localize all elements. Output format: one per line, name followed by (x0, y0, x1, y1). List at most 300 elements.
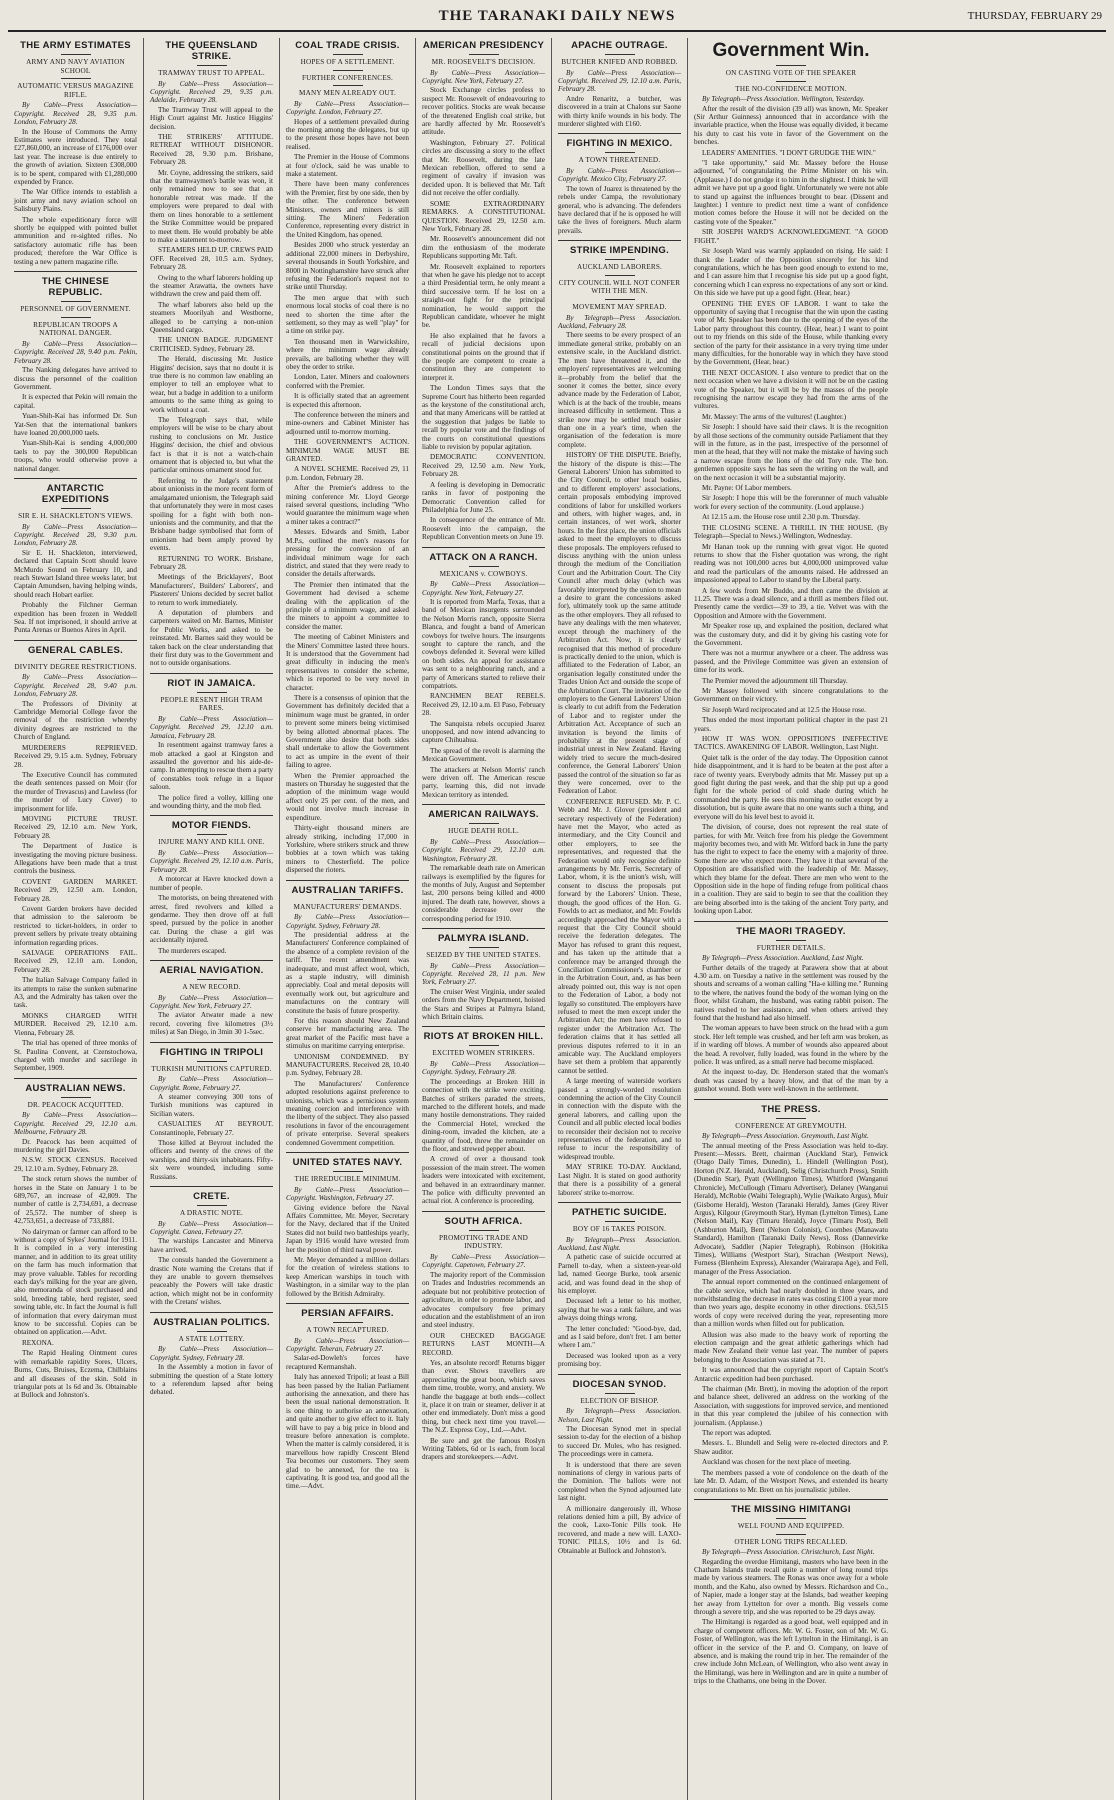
article-dateline: By Telegraph—Press Association. Greymouth, Last Night. (702, 1132, 869, 1141)
article-headline: AMERICAN RAILWAYS. (428, 809, 539, 821)
article-divider (150, 1042, 273, 1043)
article-dateline: By Cable—Press Association—Copyright. Capetown, February 27. (422, 1253, 545, 1270)
article-subheading: SIR E. H. SHACKLETON'S VIEWS. (18, 511, 133, 520)
article (422, 928, 545, 1021)
subhead-rule (605, 259, 635, 260)
article-paragraph: The Himitangi is regarded as a good boat, well equipped and in charge of competent officers. Mr. W. G. Foster, son of Mr. W. G. Foster, of Wellington, was the left Lyttelton in the Himitangi, is an officer in the service of the P. and O. Company, on leave of absence, and is making the round trip in her. The remainder of the crew include John McLean, of Wellington, who also went away in the Himitangi, was here in Wellington and are in quite a number of trips to the Chathams, one being in the Dover. (694, 1618, 888, 1686)
article (558, 133, 681, 235)
article-paragraph: Probably the Filchner German expedition has been frozen in Weddell Sea. If not imprisoned, it should arrive at Punta Arenas or Buenos Aires in April. (14, 601, 137, 635)
article (694, 1099, 888, 1494)
subhead-rule (605, 299, 635, 300)
article-headline: APACHE OUTRAGE. (571, 40, 668, 51)
article-dateline: By Cable—Press Association—Copyright. Received 28, 9.40 p.m. London, February 28. (14, 673, 137, 699)
article-paragraph: RETURNING TO WORK. Brisbane, February 28. (150, 554, 273, 571)
article-headline: THE QUEENSLAND STRIKE. (165, 40, 258, 62)
article-paragraph: Salar-ed-Dowleh's forces have recaptured Kermanshah. (286, 1354, 409, 1371)
article-paragraph: Messrs. Edwards and Smith, Labor M.P.s, outlined the men's reasons for pressing for the conversion of an individual minimum wage for each district, and stated that they were ready to consider the details afterwards. (286, 528, 409, 579)
article-subheading: FURTHER CONFERENCES. (301, 73, 394, 82)
article (150, 1312, 273, 1397)
article-paragraph: After the Premier's address to the mining conference Mr. Lloyd George raised several questions, including "Who would guarantee the minimum wage when a miner takes a contract?" (286, 484, 409, 526)
article-paragraph: SIR JOSEPH WARD'S ACKNOWLEDGMENT. "A GOOD FIGHT." (694, 228, 888, 245)
article-paragraph: The warships Lancaster and Minerva have arrived. (150, 1237, 273, 1254)
article-subheading: MR. ROOSEVELT'S DECISION. (431, 58, 536, 66)
article-paragraph: Mr. Meyer demanded a million dollars for the creation of wireless stations to keep American warships in touch with Washington, in a similar way to the plan followed by the British Admiralty. (286, 1255, 409, 1298)
article-paragraph: The presidential address at the Manufacturers' Conference complained of the absence of a complete revision of the tariff. The recent amendment was inadequate, and must affect wool, which, as a staple industry, will diminish appreciably. Coal and metal deposits will eventually work out, but agriculture and manufactures on the contrary will constitute the basis of future prosperity. (286, 930, 409, 1015)
article (150, 1042, 273, 1181)
article-paragraph: CONFERENCE REFUSED. Mr. P. C. Webb and Mr. J. Glover (president and secretary respectively of the Federation) have met the Mayor, who acted as intermediary, and the City Council and other employers, to see the representatives, and requested that the Federation would only recognise definite arrangements by Mr. Ferris, Secretary of Labor, whom, it is the union's wish, will consent to discuss the proposals put forward by the Laborers' Union. These, though, the good offices of the Hon. G. Fowlds to act as mediator, and Mr. Fowlds accordingly approached the Mayor with a request that the City Council should receive the federation delegates. The Mayor has refused to grant this request, and has taken up the attitude that a conference may be arranged through the Conciliation Commissioner's chamber or in the Arbitration Court, and, as has been already pointed out, this way is not open to the Federation of Labor, a body not legally so constituted. The employers have refused to meet the men except under the Arbitration Act; the men have refused to register under the Arbitration Act. The federation claims that it has settled all previous disputes referred to it in an amicable way. The Auckland employers have set them a problem that apparently cannot be settled. (558, 797, 681, 1075)
article-subheading: TURKISH MUNITIONS CAPTURED. (151, 1064, 272, 1073)
article-headline: CRETE. (193, 1191, 230, 1203)
article-paragraph: Giving evidence before the Naval Affairs Committee, Mr. Meyer, Secretary for the Navy, declared that if the United States did not build two battleships yearly, Japan by 1916 would have wrested from her the position of third naval power. (286, 1203, 409, 1254)
article-paragraph: The Manufacturers' Conference adopted resolutions against preference to unionists, which was a pernicious system meaning coercion and interference with the liberty of the subject. They also passed resolutions in favor of the encouragement of private enterprise. Several speakers condemned Government competition. (286, 1079, 409, 1147)
article-paragraph: The Nanking delegates have arrived to discuss the personnel of the coalition Government. (14, 366, 137, 391)
article-paragraph: A deputation of plumbers and carpenters waited on Mr. Barnes, Minister for Public Works, and asked to be reinstated. Mr. Barnes said they would be taken back on the clear understanding that their first duty was to the Government and not to outside organisations. (150, 608, 273, 668)
article-paragraph: REXONA. (22, 1338, 54, 1347)
article-paragraph: MURDERERS REPRIEVED. Received 29, 9.15 a.m. Sydney, February 28. (14, 743, 137, 769)
subhead-rule (61, 317, 91, 318)
article-paragraph: A large meeting of waterside workers passed a strongly-worded resolution condemning the action of the City Council in connection with the dispute with the general laborers, and calling upon the Council and all public elected local bodies to reconsider their decision not to receive representatives of the federation, and to refuse to incur the responsibility of widespread trouble. (558, 1077, 681, 1161)
article-subheading: AUCKLAND LABORERS. (576, 263, 663, 272)
article-subheading: SEIZED BY THE UNITED STATES. (426, 950, 541, 959)
subhead-rule (776, 1518, 806, 1519)
article-paragraph: In the Assembly a motion in favor of submitting the question of a State lottery to a referendum lapsed after being debated. (150, 1363, 273, 1397)
article-paragraph: When the Premier approached the masters on Thursday he suggested that the adoption of the minimum wage would affect only 25 per cent. of the men, and would not involve much increase in expenditure. (286, 771, 409, 822)
article-paragraph: The murderers escaped. (158, 946, 227, 955)
article-paragraph: The Professors of Divinity at Cambridge Memorial College favor the removal of the restriction whereby divinity degrees are restricted to the Church of England. (14, 699, 137, 742)
article-paragraph: OUR CHECKED BAGGAGE RETURNS LAST MONTH—A RECORD. (422, 1331, 545, 1357)
article (286, 1152, 409, 1298)
article-paragraph: The report was adopted. (702, 1429, 772, 1438)
article-paragraph: The annual report commented on the continued enlargement of the cable service, which had nearly doubled in three years, and notwithstanding the decrease in rates was costing £100 a year more than two years ago, despite economy in other directions. £63,515 words of copy were received during the year, representing more than a million words when filled out for publication. (694, 1278, 888, 1329)
article-paragraph: Owing to the wharf laborers holding up the steamer Arawatta, the owners have withdrawn the crew and paid them off. (150, 273, 273, 299)
article-paragraph: Quiet talk is the order of the day today. The Opposition cannot hide disappointment, and it is hard to be beaten at the post after a race of twenty years. Everybody admits that Mr. Massey put up a good fight during the past week, and that the ship put up a good fight for the whole period of cold shade during which he commanded the party. He sees this morning no outlet except by a dissolution, but is quite aware that no one wants such a thing, and everyone will do his level best to avoid it. (694, 753, 888, 821)
article-paragraph: The consuls handed the Government a drastic Note warning the Cretans that if they are unable to govern themselves peaceably the Powers will take drastic action, which might not be in conformity with the Cretans' wishes. (150, 1256, 273, 1307)
masthead (8, 6, 1106, 32)
article-subheading: A NEW RECORD. (182, 982, 241, 991)
article (558, 40, 681, 128)
article-subheading: BOY OF 16 TAKES POISON. (572, 1224, 667, 1233)
article (14, 1078, 137, 1400)
article-divider (422, 804, 545, 805)
article-dateline: By Cable—Press Association—Copyright. Received 29, 12.10 a.m. Jamaica, February 28. (150, 715, 273, 740)
article-paragraph: DEMOCRATIC CONVENTION. Received 29, 12.50 a.m. New York, February 28. (422, 453, 545, 479)
article-paragraph: Washington, February 27. Political circles are discussing a story to the effect that Mr. Roosevelt, during the late Mexican rebellion, offered to send a regiment of cavalry if invasion was decided upon. It is believed that Mr. Taft did not receive the offer cordially. (422, 138, 545, 198)
article (286, 1303, 409, 1491)
subhead-rule (469, 823, 499, 824)
article-divider (694, 1099, 888, 1100)
article-divider (150, 960, 273, 961)
subhead-rule (469, 566, 499, 567)
subhead-rule (61, 508, 91, 509)
article-divider (14, 1078, 137, 1079)
article-dateline: By Cable—Press Association—Copyright. Sydney, February 28. (286, 913, 409, 930)
subhead-rule (197, 979, 227, 980)
article-paragraph: The aviator Atwater made a new record, covering five kilometres (3½ miles) at San Diego, in 3min 30 1-5sec. (150, 1011, 273, 1037)
article-subheading: HUGE DEATH ROLL. (448, 827, 519, 836)
article-paragraph: The Tramway Trust will appeal to the High Court against Mr. Justice Higgins' decision. (150, 105, 273, 131)
article-paragraph: At the inquest to-day, Dr. Henderson stated that the woman's death was caused by a heavy blow, and that of the man by a gunshot wound. Both were well-known in the settlement. (694, 1068, 888, 1094)
article-paragraph: The police fired a volley, killing one and wounding thirty, and the mob fled. (150, 793, 273, 811)
article-dateline: By Cable—Press Association—Copyright. Received 28, 9.35 p.m. London, February 28. (14, 101, 137, 127)
article-paragraph: The annual meeting of the Press Association was held to-day. Present:—Messrs. Brett, chairman (Auckland Star), Fenwick (Otago Daily Times, Dunedin), L. Hindell (Wellington Post), Horton (N.Z. Herald, Auckland), Selig (Christchurch Press), Smith (Dunedin Star), Pyatt (Wellington Times), Whitford (Wanganui Chronicle), McCullough (Timaru Advertiser), Delaney (Wanganui Herald), McRobie (Waihi Telegraph), Wylie (Waikato Argus), Muir (Gisborne Herald), Weston (Taranaki Herald), James (Grey River Argus), Kilgour (Greymouth Star), Hyman (Lyttelton Times), Lane (Nelson Mail), Kay (Timaru Herald), Joyce (Timaru Post), Bell (Ashburton Mail), Bent (Nelson Colonist), Coombes (Manawatu Standard), Hamilton (Taranaki Daily News), Ross (Dannevirke Advocate), Saddler (Napier Telegraph), Robinson (Hokitika Times), Williams (Westport Star), Strachan (Westport News), Furness (Blenheim Express), Alexander (Wairarapa Age), and Fell, manager of the Press Association. (694, 1141, 888, 1276)
article-paragraph: Deceased left a letter to his mother, saying that he was a rank failure, and was always doing things wrong. (558, 1297, 681, 1323)
article-dateline: By Cable—Press Association—Copyright. New York, February 27. (150, 993, 273, 1010)
article-paragraph: THE GOVERNMENT'S ACTION. MINIMUM WAGE MUST BE GRANTED. (286, 438, 409, 464)
article-paragraph: Besides 2000 who struck yesterday an additional 22,000 miners in Derbyshire, several thousands in South Yorkshire, and 8000 in Nottinghamshire have struck after refusing the Federation's request not to strike until Thursday. (286, 241, 409, 292)
article-paragraph: The stock return shows the number of horses in the State on January 1 to be 689,767, an increase of 42,809. The number of cattle is 2,734,691, a decrease of 25,572. The number of sheep is 42,753,651, a decrease of 733,881. (14, 1175, 137, 1226)
article-dateline: By Cable—Press Association—Copyright. Teheran, February 27. (286, 1336, 409, 1353)
article-subheading: OTHER LONG TRIPS RECALLED. (734, 1537, 848, 1546)
article-paragraph: The men argue that with such enormous local stocks of coal there is no need to shorten the time after the settlement, so they may as well "play" for a time on strike pay. (286, 293, 409, 336)
article-paragraph: RANCHMEN BEAT REBELS. Received 29, 12.10 a.m. El Paso, February 28. (422, 692, 545, 718)
article-paragraph: Mr. Coyne, addressing the strikers, said that the tramwaymen's battle was won, it only remained now to see that an honorable retreat was made. If the employers were prepared to deal with them on lines honorable to a settlement the Strike Committee would be prepared to meet them. He would probably be able to make a statement to-morrow. (150, 168, 273, 244)
article-paragraph: The Sanquista rebels occupied Juarez unopposed, and now intend advancing to capture Chihuahua. (422, 719, 545, 745)
article-paragraph: THE STRIKERS' ATTITUDE. RETREAT WITHOUT DISHONOR. Received 28, 9.30 p.m. Brisbane, February 28. (150, 133, 273, 167)
article (422, 1026, 545, 1206)
article-paragraph: The London Times says that the Supreme Court has hitherto been regarded as the keystone of the constitutional arch, and that many Americans will be rattled at the suggestion that judges be liable to recall by popular vote and the findings of the courts on constitutional questions liable to revision by popular agitation. (422, 384, 545, 452)
article-paragraph: The Premier then intimated that the Government had devised a scheme dealing with the application of the principle of a minimum wage, and asked the miners to appoint a committee to consider the matter. (286, 580, 409, 631)
article-dateline: By Telegraph—Press Association. Christchurch, Last Night. (702, 1548, 875, 1557)
article-dateline: By Cable—Press Association—Copyright. Received 28, 9.40 p.m. Pekin, February 28. (14, 339, 137, 365)
article-divider (558, 240, 681, 241)
article-paragraph: He also explained that he favors a recall of judicial decisions upon constitutional points on the ground that if the people are competent to create a constitution they are competent to interpret it. (422, 331, 545, 382)
article-paragraph: There have been many conferences with the Premier, first by one side, then by the other. The conference between Ministers, owners and miners is still sitting. The Miners' Federation Conference, representing every district in the United Kingdom, has opened. (286, 180, 409, 239)
article-dateline: By Telegraph—Press Association. Auckland, Last Night. (558, 1235, 681, 1252)
article-dateline: By Cable—Press Association—Copyright. New York, February 27. (422, 68, 545, 85)
article-dateline: By Cable—Press Association—Copyright. Canea, February 27. (150, 1219, 273, 1237)
article-dateline: By Cable—Press Association—Copyright. Received 29, 12.10 a.m. Washington, February 28. (422, 837, 545, 863)
article-paragraph: In resentment against tramway fares a mob attacked a gaol at Kingston and assaulted the governor and his aide-de-camp. In attempting to rescue them a party of constables took refuge in a liquor saloon. (150, 741, 273, 792)
article-paragraph: In consequence of the entrance of Mr. Roosevelt into the campaign, the Republican Convention meets on June 19. (422, 516, 545, 542)
article (422, 1211, 545, 1462)
article-paragraph: A steamer conveying 300 tons of Turkish munitions was captured in Sicilian waters. (150, 1092, 273, 1118)
article-paragraph: The woman appears to have been struck on the head with a gum stock. Her left temple was crushed, and her left arm was broken, as if in warding off blows. A number of wounds also appeared about the head. A revolver, fully loaded, was found in the where by the police. It was unfired, as a small nerve had become misplaced. (694, 1024, 888, 1067)
article-subheading: THE NO-CONFIDENCE MOTION. (735, 84, 847, 93)
article-paragraph: Stock Exchange circles profess to suspect Mr. Roosevelt of endeavouring to recover politics. Stocks are weak because of the threatened English coal strike, but are hardly affected by Mr. Roosevelt's attitude. (422, 86, 545, 137)
article-paragraph: The motorists, on being threatened with arrest, fired revolvers and killed a gendarme. They then drove off at full speed, pursued by the police in another car. During the chase a girl was accidentally injured. (150, 894, 273, 945)
article-paragraph: The spread of the revolt is alarming the Mexican Government. (422, 746, 545, 764)
subhead-rule (776, 940, 806, 941)
article-paragraph: The members passed a vote of condolence on the death of the late Mr. D. Adam, of the Westport News, and extended its hearty congratulations to Mr. Brett on his journalistic jubilee. (694, 1468, 888, 1494)
article (14, 271, 137, 473)
subhead-rule (469, 1230, 499, 1231)
article-dateline: By Telegraph—Press Association. Nelson, Last Night. (558, 1407, 681, 1424)
article-subheading: CONFERENCE AT GREYMOUTH. (735, 1121, 847, 1130)
article-dateline: By Cable—Press Association—Copyright. Received 28, 9.30 p.m. London, February 28. (14, 522, 137, 548)
article-subheading: ARMY AND NAVY AVIATION SCHOOL (26, 58, 125, 75)
subhead-rule (197, 65, 227, 66)
article-divider (286, 1152, 409, 1153)
article-headline: FIGHTING IN TRIPOLI (159, 1046, 264, 1058)
subhead-rule (776, 1534, 806, 1535)
subhead-rule (605, 275, 635, 276)
column-1 (8, 38, 144, 1800)
article-headline: FIGHTING IN MEXICO. (566, 138, 673, 150)
article-paragraph: THE NEXT OCCASION. I also venture to predict that on the next occasion when we have a division it will not be on the casting vote of the Speaker, but it will be by the masses of the people recognising the narrow escape they had from the arms of the vultures. (694, 368, 888, 411)
article-dateline: By Cable—Press Association—Copyright. Sydney, February 28. (150, 1345, 273, 1362)
article-dateline: By Cable—Press Association—Copyright. Received 29, 12.10 a.m. Paris, February 28. (558, 68, 681, 94)
article-paragraph: Sir Joseph: I hope this will be the forerunner of much valuable work for every section of the community. (Loud applause.) (694, 494, 888, 511)
article-paragraph: The town of Juarez is threatened by the rebels under Campa, the revolutionary general, who is advancing. The defenders have declared that if he is opposed he will take the lives of foreigners. Much alarm prevails. (558, 184, 681, 235)
article-paragraph: The remarkable death rate on American railways is exemplified by the figures for the months of July, August and September last, 200 persons being killed and 4000 injured. The death rate, however, shows a considerable decrease over the corresponding period for 1910. (422, 864, 545, 923)
article-paragraph: Sir E. H. Shackleton, interviewed, declared that Captain Scott should leave McMurdo Sound on February 10, and reach Stewart Island three weeks later, but Captain Amundsen, having helping winds, should reach Hobart earlier. (14, 548, 137, 599)
article-divider (150, 1312, 273, 1313)
article-paragraph: LEADERS' AMENITIES. "I DON'T GRUDGE THE WIN." (702, 148, 876, 157)
subhead-rule (61, 54, 91, 55)
column-3 (280, 38, 416, 1800)
article-dateline: By Cable—Press Association—Copyright. London, February 27. (286, 99, 409, 117)
article-paragraph: A NOVEL SCHEME. Received 29, 11 p.m. London, February 28. (286, 465, 409, 482)
article-paragraph: It is expected that Pekin will remain the capital. (14, 393, 137, 410)
article-subheading: ON CASTING VOTE OF THE SPEAKER (725, 69, 857, 77)
article-paragraph: Hopes of a settlement prevailed during the morning among the delegates, but up to the present those hopes have not been realised. (286, 117, 409, 151)
subhead-rule (61, 1097, 91, 1098)
article-paragraph: The Rapid Healing Ointment cures with remarkable rapidity Sores, Ulcers, Burns, Cuts, Bruises, Eczema, Chilblains and all diseases of the skin. Sold in triangular pots at 1s 6d and 3s. Obtainable at Bullock and Johnston's. (14, 1349, 137, 1400)
article-paragraph: Dr. Peacock has been acquitted of murdering the girl Davies. (14, 1137, 137, 1154)
article-paragraph: Mr Speaker rose up, and explained the position, declared what was the customary duty, and did it by giving his casting vote for the Government. (694, 622, 888, 647)
article-subheading: A TOWN RECAPTURED. (306, 1325, 389, 1334)
article-headline: AUSTRALIAN NEWS. (25, 1082, 126, 1094)
subhead-rule (197, 1331, 227, 1332)
article-paragraph: The Diocesan Synod met in special session to-day for the election of a bishop to succeed Dr. Mules, who has resigned. The proceedings were in camera. (558, 1425, 681, 1459)
article-paragraph: The conference between the miners and mine-owners and Cabinet Minister has adjourned until to-morrow morning. (286, 411, 409, 436)
article-paragraph: It is officially stated that an agreement is expected this afternoon. (286, 392, 409, 409)
article (694, 921, 888, 1094)
article-paragraph: It is reported from Marfa, Texas, that a band of Mexican insurgents surrounded the Nelson Morris ranch, opposite Sierra Blanca, and fought a band of American cowboys for twelve hours. The insurgents sought to capture the ranch, and the cowboys defended it. Several were killed on both sides. An appeal for assistance was sent to a neighbouring ranch, and a party of Americans started to relieve their compatriots. (422, 597, 545, 690)
article-paragraph: The Italian Salvage Company failed in its attempts to raise the sunken submarine A3, and the Admiralty has taken over the task. (14, 976, 137, 1010)
article-headline: ATTACK ON A RANCH. (429, 551, 538, 563)
article-paragraph: Those killed at Beyrout included the officers and twenty of the crews of the warships, and thirty-six inhabitants. Fifty-six were wounded, including some Russians. (150, 1139, 273, 1181)
newspaper-title: THE TARANAKI DAILY NEWS (438, 8, 676, 24)
article-subheading: A DRASTIC NOTE. (179, 1209, 244, 1218)
article-subheading: WELL FOUND AND EQUIPPED. (737, 1521, 845, 1530)
subhead-rule (197, 692, 227, 693)
article-paragraph: Thus ended the most important political chapter in the past 21 years. (694, 716, 888, 733)
subhead-rule (333, 85, 363, 86)
article-paragraph: There was not a murmur anywhere or a cheer. The address was passed, and the Privilege Committee was given an extension of time for its work. (694, 649, 888, 675)
article-paragraph: Sir Joseph Ward reciprocated and at 12.5 the House rose. (702, 705, 866, 714)
subhead-rule (469, 1045, 499, 1046)
article-dateline: By Telegraph—Press Association. Auckland, February 28. (558, 313, 681, 331)
article-paragraph: The Executive Council has commuted the death sentences passed on Moir (for the murder of Trevascus) and Lawless (for the murder of Lucy Cover) to imprisonment for life. (14, 770, 137, 813)
article-subheading: PROMOTING TRADE AND INDUSTRY. (438, 1233, 529, 1251)
subhead-rule (776, 81, 806, 82)
article-paragraph: The whole expeditionary force will shortly be equipped with pointed bullet ammunition and re-sighted rifles. No satisfactory automatic rifle has been produced; therefore the War Office is testing a new pattern magazine rifle. (14, 215, 137, 266)
article-paragraph: CASUALTIES AT BEYROUT. Constantinople, February 27. (150, 1120, 273, 1137)
article-divider (14, 271, 137, 272)
article-headline: PERSIAN AFFAIRS. (301, 1307, 394, 1319)
subhead-rule (61, 78, 91, 79)
subhead-rule (333, 899, 363, 900)
article-paragraph: The attackers at Nelson Morris' ranch were driven off. The American rescue party, learning this, did not invade Mexican territory as intended. (422, 765, 545, 799)
article-headline: RIOTS AT BROKEN HILL. (423, 1031, 544, 1043)
subhead-rule (776, 1118, 806, 1119)
article-paragraph: OPENING THE EYES OF LABOR. I want to take the opportunity of saying that I recognise that the win upon the casting vote of Mr. Speaker has been due to the opening of the eyes of the Labor party throughout this country. (Hear, hear.) I want to point out to my friends on this side of the House, while thanking every section of the party for their assistance in a very trying time under many difficulties, for the honorable way in which they have stood by the Government, (Hear, hear.) (694, 299, 888, 367)
article-paragraph: Mr. Roosevelt's announcement did not dim the enthusiasm of the moderate Republicans supporting Mr. Taft. (422, 235, 545, 261)
column-5 (552, 38, 688, 1800)
article-divider (422, 1211, 545, 1212)
article-paragraph: MOVING PICTURE TRUST. Received 29, 12.10 a.m. New York, February 28. (14, 814, 137, 840)
article-dateline: By Cable—Press Association—Copyright. Received 29, 12.10 a.m. Paris, February 28. (150, 849, 273, 874)
article-paragraph: The War Office intends to establish a joint army and navy aviation school on Salisbury Plains. (14, 188, 137, 214)
article-divider (694, 1499, 888, 1500)
article-divider (558, 133, 681, 134)
article-subheading: PEOPLE RESENT HIGH TRAM FARES. (160, 695, 263, 713)
article (14, 478, 137, 635)
article-paragraph: In the House of Commons the Army Estimates were introduced. They total £27,860,000, an increase of £176,000 over last year. The increase is due entirely to the growth of aviation. Sixteen £308,000 is to be spent, compared with £1,280,000 expended by France. (14, 127, 137, 187)
article-divider (286, 880, 409, 881)
article-subheading: TRAMWAY TRUST TO APPEAL. (158, 69, 265, 77)
article-dateline: By Cable—Press Association—Copyright. Received 28, 11 p.m. New York, February 27. (422, 961, 545, 987)
article-paragraph: The meeting of Cabinet Ministers and the Miners' Committee lasted three hours. It is understood that the Government had great difficulty in inducing the men's representatives to consider the scheme, which is reported to be very novel in character. (286, 633, 409, 692)
article-paragraph: "I take opportunity," said Mr. Massey before the House adjourned, "of congratulating the Prime Minister on his win. (Applause.) I do not grudge it to him in the slightest. I think he will admit we have put up a good fight. Unfortunately we were not able to stand up against the influences brought to bear. (Dissent and laughter.) I venture to predict next time a want of confidence motion comes before the House it will not be decided on the casting vote of the Speaker." (694, 159, 888, 226)
article-headline: UNITED STATES NAVY. (292, 1157, 403, 1169)
article-paragraph: Mr. Massey: The arms of the vultures! (Laughter.) (702, 412, 847, 421)
article (286, 880, 409, 1148)
article-subheading: MEXICANS v. COWBOYS. (439, 569, 528, 578)
article-paragraph: A pathetic case of suicide occurred at Parnell to-day, when a sixteen-year-old lad, named George Burke, took arsenic acid, and was found dead in the shop of his employer. (558, 1253, 681, 1295)
subhead-rule (333, 70, 363, 71)
article-paragraph: Yuan-Shih-Kai is sending 4,000,000 taels to pay the 300,000 Republican troops, who would otherwise prove a national danger. (14, 439, 137, 473)
article-paragraph: There is a consensus of opinion that the Government has definitely decided that a minimum wage must be granted, in order to prevent some miners being victimised by being allotted abnormal places. The Government also desire that both sides shall undertake to allow the Government to act as umpire in the event of their failing to agree. (286, 694, 409, 770)
article-headline: ANTARCTIC EXPEDITIONS (41, 482, 110, 505)
article-paragraph: Mr. Payne: Of Labor members. (702, 484, 792, 493)
article (558, 1374, 681, 1556)
subhead-rule (333, 54, 363, 55)
article-headline: THE PRESS. (761, 1103, 821, 1115)
article (14, 40, 137, 266)
article-headline: THE MAORI TRAGEDY. (736, 925, 846, 937)
article (422, 804, 545, 923)
article-paragraph: Referring to the Judge's statement about unionists in the more recent form of amalgamated unionism, the Telegraph said that unfortunately they were in most cases spoiling for a fight with both non-unionists and the community, and that the Brisbane badge symbolised that form of unionism had been amply proved by events. (150, 476, 273, 553)
article (150, 960, 273, 1037)
article-paragraph: A crowd of over a thousand took possession of the main street. The women leaders were intoxicated with excitement, and behaved in an extraordinary manner. The police with difficulty prevented an actual riot. A conference is proceeding. (422, 1155, 545, 1206)
article (150, 673, 273, 811)
subhead-rule (197, 1061, 227, 1062)
article (558, 240, 681, 1197)
article-divider (422, 1026, 545, 1027)
article-paragraph: MONKS CHARGED WITH MURDER. Received 29, 12.10 a.m. Vienna, February 28. (14, 1011, 137, 1037)
article-paragraph: Mr Hanan took up the running with great vigor. He quoted returns to show that the Fisher quotation was wrong, the right reading was not 100,000 acres but 4,000,000 unimproved value and read the particulars of the amounts raised. He addressed an impassioned appeal to Labor to stand by the Liberal party. (694, 542, 888, 585)
article-subheading: MANUFACTURERS' DEMANDS. (293, 902, 402, 911)
article-dateline: By Cable—Press Association—Copyright. Rome, February 27. (150, 1075, 273, 1092)
subhead-rule (605, 1393, 635, 1394)
article-subheading: DR. PEACOCK ACQUITTED. (27, 1100, 124, 1109)
article-paragraph: N.S.W. STOCK CENSUS. Received 29, 12.10 a.m. Sydney, February 28. (14, 1156, 137, 1173)
article-paragraph: The Telegraph says that, while employers will be wise to be chary about rushing to conclusions on Mr. Justice Higgins' decision, the chief and obvious fact is that it is not a watch-chain ornament that is objected to, but what the particular ominous ornament stood for. (150, 416, 273, 475)
article-divider (422, 928, 545, 929)
article-subheading: THE IRREDUCIBLE MINIMUM. (294, 1175, 401, 1184)
article-paragraph: UNIONISM CONDEMNED. BY MANUFACTURERS. Received 28, 10.40 p.m. Sydney, February 28. (286, 1052, 409, 1078)
article-paragraph: THE CLOSING SCENE. A THRILL IN THE HOUSE. (By Telegraph—Special to News.) Wellington, Wednesday. (694, 523, 888, 541)
article-paragraph: A few words from Mr Buddo, and then came the division at 11.25. There was a dead silence, and a thrill as members filed out. Presently came the verdict—39 to 39, a tie. Velvet was with the Opposition and Atmore with the Government. (694, 586, 888, 620)
subhead-rule (605, 152, 635, 153)
article-headline: AUSTRALIAN TARIFFS. (291, 884, 404, 896)
article-paragraph: The majority report of the Commission on Trades and Industries recommends an adequate but not prohibitive protection of agriculture, in order to promote labor, and advocates compulsory free primary education and the establishment of an iron and steel industry. (422, 1270, 545, 1330)
article (150, 815, 273, 954)
article-headline: RIOT IN JAMAICA. (167, 677, 256, 689)
subhead-rule (197, 1205, 227, 1206)
article-subheading: BUTCHER KNIFED AND ROBBED. (561, 58, 678, 66)
article-subheading: DIVINITY DEGREE RESTRICTIONS. (14, 662, 137, 671)
article-paragraph: Yes, an absolute record! Returns bigger than ever. Shows travellers are appreciating the great boon, which saves them time, trouble, worry, and anxiety. We handle the baggage at both ends—collect it, place it on train or steamer, deliver it at other end immediately. Don't miss a good thing, but check next time you travel.—The N.Z. Express Coy., Ltd.—Advt. (422, 1358, 545, 1435)
article-divider (422, 547, 545, 548)
article-headline: Government Win. (712, 40, 870, 61)
article-headline: STRIKE IMPENDING. (569, 245, 670, 257)
subhead-rule (197, 834, 227, 835)
subhead-rule (605, 1221, 635, 1222)
article-paragraph: The Premier moved the adjournment till Thursday. (702, 676, 848, 685)
article-paragraph: Andre Renaritz, a butcher, was discovered in a train at Chalons sur Saone with thirty knife wounds in his body. The murderer slighted with £160. (558, 94, 681, 129)
article-paragraph: The Department of Justice is investigating the moving picture business. Allegations have been made that a trust controls the business. (14, 842, 137, 876)
article-paragraph: THE UNION BADGE. JUDGMENT CRITICISED. Sydney, February 28. (150, 336, 273, 353)
article-paragraph: Italy has annexed Tripoli; at least a Bill has been passed by the Italian Parliament authorising the annexation, and there has been the usual national demonstration. It is one thing to authorise an annexation, and quite another to give effect to it. Italy will have to pay a big price in blood and treasure before annexation is complete. When the matter is calmly considered, it is marvellous how rapidly Crescent Blend Tea becomes our customers. They seem glad to be annexed, for the tea is captivating. It is good tea, and good all the time.—Advt. (286, 1373, 409, 1491)
article-dateline: By Telegraph—Press Association. Wellington, Yesterday. (702, 95, 865, 104)
article-headline: SOUTH AFRICA. (444, 1215, 523, 1227)
article-divider (14, 640, 137, 641)
article-paragraph: A millionaire dangerously ill, Whose relations denied him a pill, By advice of the cook, Laxo-Tonic Pills took. He recovered, and made a new will. LAXO-TONIC PILLS, 10½ and 1s 6d. Obtainable at Bullock and Johnston's. (558, 1504, 681, 1555)
article-paragraph: Messrs. L. Blundell and Selig were re-elected directors and P. Shaw auditor. (694, 1439, 888, 1456)
article-divider (150, 815, 273, 816)
article-paragraph: London, Later. Miners and coalowners conferred with the Premier. (286, 373, 409, 390)
article (150, 1186, 273, 1307)
article-headline: THE CHINESE REPUBLIC. (41, 276, 110, 299)
article-paragraph: For this reason should New Zealand conserve her manufacturing area. The great market of the Pacific must have a stimulus on maritime carrying enterprise. (286, 1017, 409, 1051)
column-6 (688, 38, 894, 1800)
article (150, 40, 273, 668)
article (694, 40, 888, 916)
article-headline: PATHETIC SUICIDE. (571, 1206, 667, 1218)
article-paragraph: The proceedings at Broken Hill in connection with the strike were exciting. Batches of strikers paraded the streets, marched to the different hotels, and made many hostile demonstrations. They raided the Commercial Hotel, wrecked the dining-room, invaded the kitchen, ate a quantity of food, threw the remainder on the floor, and strewed pepper about. (422, 1077, 545, 1154)
article-paragraph: Allusion was also made to the heavy work of reporting the election campaign and the great athletic gatherings which had made New Zealand their venue last year. The number of papers belonging to the Association was stated at 71. (694, 1330, 888, 1364)
subhead-rule (469, 947, 499, 948)
article-paragraph: Thirty-eight thousand miners are already striking, including 17,000 in Yorkshire, where strikers struck and threw bobbies at a town which was taking miners to Chesterfield. The police dispersed the rioters. (286, 824, 409, 875)
article-divider (558, 1202, 681, 1203)
article-headline: DIOCESAN SYNOD. (572, 1378, 667, 1390)
article-paragraph: Sir Joseph: I should have said their claws. It is the recognition by all those sections of the community outside Parliament that they will in the future, as in the past, irrespective of the personnel of men at the head, that they will not make the mistake of having such a narrow escape from the lions of the old Tory rule. The hon. gentlemen opposite says he has seen the writing on the wall, and on the next occasion it will be a substantial majority. (694, 423, 889, 482)
article-paragraph: SALVAGE OPERATIONS FAIL. Received 29, 12.10 a.m. London, February 28. (14, 949, 137, 974)
article-divider (694, 921, 888, 922)
article-paragraph: COVENT GARDEN MARKET. Received 29, 12.50 a.m. London, February 28. (14, 877, 137, 903)
article-subheading: INJURE MANY AND KILL ONE. (158, 838, 265, 847)
article-paragraph: Sir Joseph Ward was warmly applauded on rising. He said: I thank the Leader of the Opposition sincerely for his kind congratulations, which he has been good enough to extend to me, and I can assure him that I recognise his side put up a good fight, concerning which I can express no expectations of any sort or kind. On this side we have put up a good fight. (Hear, hear.) (694, 247, 889, 298)
article-paragraph: Ten thousand men in Warwickshire, where the minimum wage already prevails, are balloting whether they will obey the order to strike. (286, 337, 409, 371)
article-dateline: By Cable—Press Association—Copyright. New York, February 27. (422, 580, 545, 597)
article-subheading: AUTOMATIC VERSUS MAGAZINE RIFLE. (17, 82, 134, 99)
article-paragraph: HISTORY OF THE DISPUTE. Briefly, the history of the dispute is this:—The General Laborers' Union has submitted to the City Council, to other local bodies, and to different employers' associations, certain proposals embodying improved conditions of labor for unskilled workers and others, with higher wages, and, in certain instances, of wet work, shorter hours. In the first place, the union officials asked to meet the employers to discuss these proposals. The employers refused to discuss anything with the union unless through the medium of the Conciliation Court and the Arbitration Court. The City Council after much delay (which was favorably interpreted by the union to mean a desire to grant the concessions asked for), ultimately took up the same attitude as the other employers. They all refused to have any dealings with the men whatever, except through the machinery of the Arbitration Act. Now, it is clearly recognised that this method of procedure is practically denied to the union, which is affiliated to the Federation of Labor, an organisation legally constituted under the Trades Union Act and outside the scope of the Arbitration Court. The invitation of the employers to the General Laborers' Union is clearly to cut adrift from the Federation of Labor and to register under the Arbitration Act. Acceptance of such an invitation is beyond the limits of probability at the present stage of industrial unrest in New Zealand. Having widely tried to secure the much-desired conference, the General Laborers' Union passed the control of the situation so far as they were concerned, over to the Federation of Labor. (558, 451, 681, 796)
subhead-rule (333, 1322, 363, 1323)
article-paragraph: A motorcar at Havre knocked down a number of people. (150, 875, 273, 892)
article-paragraph: The wharf laborers also held up the steamers Moorilyah and Westborne, alleged to be carrying a non-union Queensland cargo. (150, 300, 273, 334)
article-headline: MOTOR FIENDS. (171, 820, 252, 832)
article-subheading: REPUBLICAN TROOPS A NATIONAL DANGER. (33, 320, 118, 338)
article-subheading: HOPES OF A SETTLEMENT. (300, 58, 395, 66)
article-paragraph: The chairman (Mr. Brett), in moving the adoption of the report and balance sheet, delivered an address on the working of the Association, with suggestions for improved service, and mentioned in that this year completed the jubilee of his connection with journalism. (Applause.) (694, 1385, 888, 1427)
article (14, 640, 137, 1073)
article-headline: AUSTRALIAN POLITICS. (153, 1316, 270, 1328)
article-headline: THE MISSING HIMITANGI (731, 1503, 851, 1515)
article-subheading: A TOWN THREATENED. (578, 156, 661, 165)
article-paragraph: Mr Massey followed with sincere congratulations to the Government on their victory. (694, 687, 888, 704)
article-paragraph: The letter concluded: "Good-bye, dad, and as I said before, don't fret. I am better where I am." (558, 1324, 681, 1350)
article-subheading: A STATE LOTTERY. (178, 1334, 245, 1343)
article-dateline: By Cable—Press Association—Copyright. Mexico City, February 27. (558, 167, 681, 184)
article-subheading: PERSONNEL OF GOVERNMENT. (20, 305, 131, 314)
article-paragraph: Deceased was looked upon as a very promising boy. (558, 1351, 681, 1369)
article-paragraph: The division, of course, does not represent the real state of parties, for with Mr. Veitch free from his pledge the Government majority becomes two, and with Mr. Witford back in June the party has the right to expect to face the enemy with a majority of three. Some there are who expect more. They have it that several of the Opposition are dissatisfied with the leadership of Mr. Massey, which they blame for the defeat. There are men who went to the Opposition side in the hope of finding refuge from political chaos in a coalition. They are said to begin to see that the coalition they are being absorbed into is the taking of the ancient Tory party, and looking upon Labor. (694, 823, 888, 916)
article (422, 40, 545, 542)
issue-date: THURSDAY, FEBRUARY 29 (967, 10, 1102, 22)
